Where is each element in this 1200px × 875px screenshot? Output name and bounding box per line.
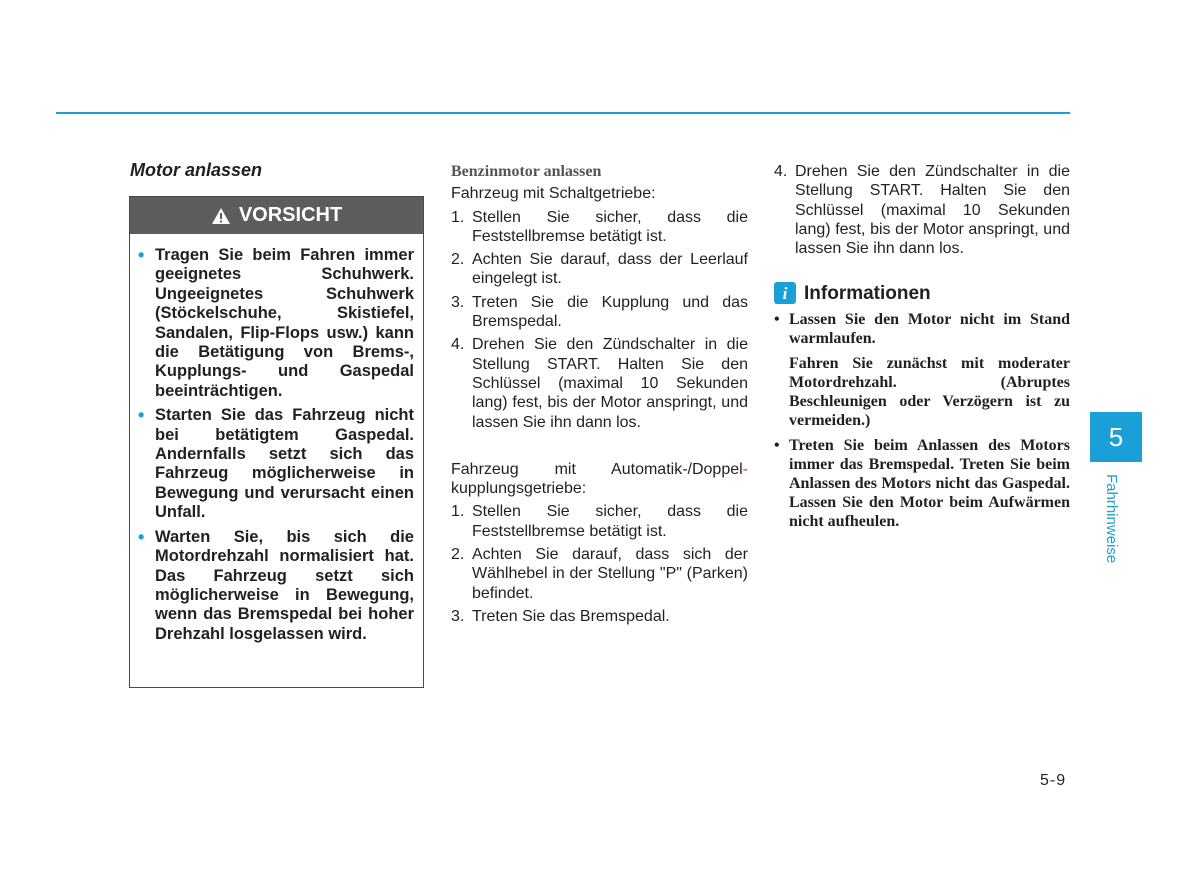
step-item — [451, 502, 748, 541]
step-item — [451, 545, 748, 603]
info-title: Informationen — [804, 282, 931, 304]
chapter-label-text: Fahrhinweise — [1103, 474, 1120, 564]
info-list — [774, 310, 1070, 531]
chapter-label — [1098, 474, 1122, 574]
step-number: 2. — [451, 546, 465, 564]
manual-label: Fahrzeug mit Schaltgetriebe: — [451, 185, 656, 203]
warning-item: • Warten Sie, bis sich die Motordrehzahl normalisiert hat. Das Fahrzeug setzt sich möglicherweise in Bewegung, wenn das Bremspedal bei hoher Drehzahl losgelassen wird. — [138, 528, 414, 644]
automatic-label-part: Fahrzeug mit Automatik-/Doppel — [451, 460, 743, 478]
automatic-steps — [451, 502, 748, 626]
step-text: Achten Sie darauf, dass der Leerlauf eingelegt ist. — [472, 251, 748, 288]
step-number: 1. — [451, 503, 465, 521]
warning-header — [130, 197, 423, 234]
step-item — [451, 293, 748, 332]
warning-item: • Starten Sie das Fahrzeug nicht bei betätigtem Gaspedal. Andernfalls setzt sich das Fahrzeug möglicherweise in Bewegung und verursacht einen Unfall. — [138, 406, 414, 522]
step-text: Treten Sie das Bremspedal. — [472, 607, 670, 625]
automatic-label — [451, 460, 748, 499]
step-text: Stellen Sie sicher, dass die Feststellbremse betätigt ist. — [472, 208, 748, 245]
warning-item: • Tragen Sie beim Fahren immer geeignetes Schuhwerk. Ungeeignetes Schuhwerk (Stöckelschuhe, Skistiefel, Sandalen, Flip-Flops usw.) kann die Betätigung von Brems-, Kupplungs- und Gaspedal beeinträchtigen. — [138, 246, 414, 401]
petrol-start-column — [451, 162, 748, 630]
step-item — [451, 607, 748, 626]
step-item — [451, 335, 748, 431]
info-item — [774, 310, 1070, 430]
page-number: 5-9 — [1040, 772, 1067, 789]
step-item — [451, 208, 748, 247]
warning-title: VORSICHT — [238, 204, 343, 226]
info-item-text: • Lassen Sie den Motor nicht im Stand warmlaufen. — [789, 311, 1070, 348]
automatic-steps-continued — [774, 162, 1070, 258]
step-text: Stellen Sie sicher, dass die Feststellbremse betätigt ist. — [472, 503, 748, 540]
step-item — [451, 250, 748, 289]
chapter-tab: 5 — [1090, 412, 1142, 462]
step-number: 3. — [451, 293, 465, 311]
step-number: 1. — [451, 208, 465, 226]
section-title: Motor anlassen — [130, 160, 263, 180]
automatic-label-part: kupplungsgetriebe: — [451, 480, 587, 498]
info-item — [774, 436, 1070, 531]
petrol-heading: Benzinmotor anlassen — [451, 163, 602, 180]
info-item-subtext: Fahren Sie zunächst mit moderater Motordrehzahl. (Abruptes Beschleunigen oder Verzögern ist zu vermeiden.) — [789, 355, 1070, 430]
right-column — [774, 162, 1070, 537]
step-number: 2. — [451, 251, 465, 269]
step-number: 3. — [451, 607, 465, 625]
warning-box — [129, 196, 424, 688]
step-text: Achten Sie darauf, dass sich der Wählhebel in der Stellung "P" (Parken) befindet. — [472, 546, 748, 602]
info-item-text: • Treten Sie beim Anlassen des Motors immer das Bremspedal. Treten Sie beim Anlassen des Motors nicht das Gaspedal. Lassen Sie den Motor beim Aufwärmen nicht aufheulen. — [789, 437, 1070, 531]
step-number: 4. — [451, 336, 465, 354]
header-rule — [56, 112, 1070, 114]
step-text: Treten Sie die Kupplung und das Bremspedal. — [472, 293, 748, 331]
info-icon: i — [774, 282, 796, 304]
step-text: Drehen Sie den Zündschalter in die Stellung START. Halten Sie den Schlüssel (maximal 10 Sekunden lang) fest, bis der Motor anspringt, und lassen Sie ihn dann los. — [472, 336, 748, 431]
manual-steps — [451, 208, 748, 432]
step-text: Drehen Sie den Zündschalter in die Stellung START. Halten Sie den Schlüssel (maximal 10 Sekunden lang) fest, bis der Motor anspringt, und lassen Sie ihn dann los. — [795, 163, 1070, 258]
step-number: 4. — [774, 163, 788, 180]
warning-triangle-icon — [211, 207, 231, 225]
automatic-label-hyphen: - — [742, 460, 748, 478]
warning-list — [130, 234, 423, 644]
info-header — [774, 282, 1070, 304]
step-item — [774, 162, 1070, 258]
